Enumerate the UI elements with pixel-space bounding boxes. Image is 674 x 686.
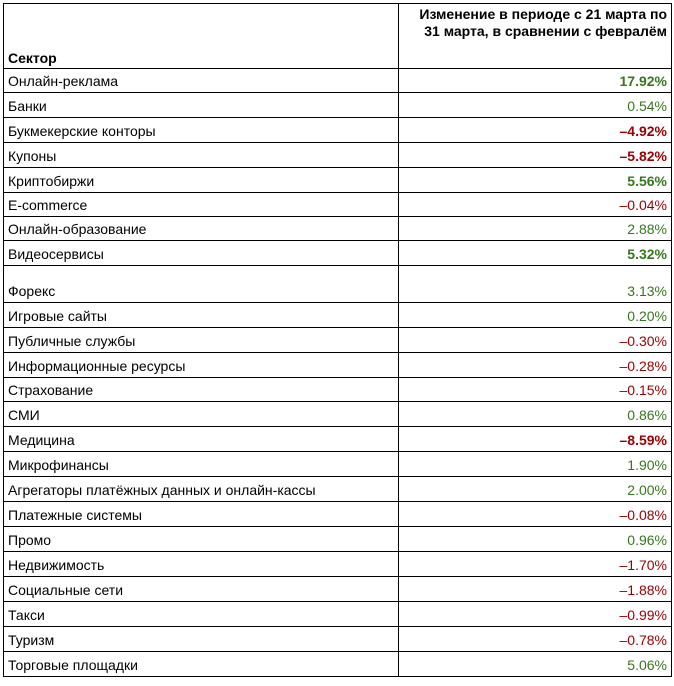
sector-cell: Онлайн-образование xyxy=(4,217,399,241)
change-value-cell: 0.54% xyxy=(399,93,672,118)
change-value-cell: –1.70% xyxy=(399,552,672,577)
table-row xyxy=(4,527,672,552)
change-value-cell: –0.30% xyxy=(399,328,672,353)
change-value-cell: 5.32% xyxy=(399,241,672,266)
table-row xyxy=(4,69,672,93)
sector-change-table xyxy=(3,3,672,677)
sector-cell: Страхование xyxy=(4,378,399,402)
change-value-cell: 2.88% xyxy=(399,217,672,241)
change-value-cell: 3.13% xyxy=(399,266,672,303)
table-row xyxy=(4,353,672,378)
sector-cell: Публичные службы xyxy=(4,328,399,353)
sector-cell: Промо xyxy=(4,527,399,552)
table-row xyxy=(4,477,672,502)
table-row xyxy=(4,427,672,452)
table-row xyxy=(4,652,672,677)
sector-cell: Социальные сети xyxy=(4,577,399,602)
sector-cell: Торговые площадки xyxy=(4,652,399,677)
sector-cell: Онлайн-реклама xyxy=(4,69,399,93)
sector-cell: Букмекерские конторы xyxy=(4,118,399,143)
sector-cell: Микрофинансы xyxy=(4,452,399,477)
change-value-cell: –4.92% xyxy=(399,118,672,143)
change-value-cell: –0.78% xyxy=(399,627,672,652)
change-value-cell: –0.08% xyxy=(399,502,672,527)
table-row xyxy=(4,452,672,477)
sector-cell: Банки xyxy=(4,93,399,118)
table-row xyxy=(4,193,672,217)
change-value-cell: 0.96% xyxy=(399,527,672,552)
change-value-cell: –5.82% xyxy=(399,143,672,168)
change-value-cell: 5.06% xyxy=(399,652,672,677)
change-value-cell: –0.04% xyxy=(399,193,672,217)
sector-cell: Форекс xyxy=(4,266,399,303)
sector-cell: Медицина xyxy=(4,427,399,452)
change-value-cell: –0.28% xyxy=(399,353,672,378)
table-row xyxy=(4,93,672,118)
change-value-cell: 0.86% xyxy=(399,402,672,427)
change-value-cell: –8.59% xyxy=(399,427,672,452)
change-value-cell: 17.92% xyxy=(399,69,672,93)
table-row xyxy=(4,577,672,602)
table-body xyxy=(4,69,672,677)
table-row xyxy=(4,328,672,353)
table-row xyxy=(4,168,672,193)
sector-cell: Криптобиржи xyxy=(4,168,399,193)
change-value-cell: –0.99% xyxy=(399,602,672,627)
sector-cell: Туризм xyxy=(4,627,399,652)
sector-cell: Видеосервисы xyxy=(4,241,399,266)
sector-cell: Купоны xyxy=(4,143,399,168)
header-row xyxy=(4,4,672,69)
header-sector: Сектор xyxy=(4,4,399,69)
sector-cell: СМИ xyxy=(4,402,399,427)
table-row xyxy=(4,143,672,168)
table-row xyxy=(4,266,672,303)
table-row xyxy=(4,402,672,427)
sector-cell: E-commerce xyxy=(4,193,399,217)
change-value-cell: 0.20% xyxy=(399,303,672,328)
table-row xyxy=(4,602,672,627)
table-row xyxy=(4,378,672,402)
sector-cell: Платежные системы xyxy=(4,502,399,527)
table-row xyxy=(4,627,672,652)
table-row xyxy=(4,118,672,143)
change-value-cell: 2.00% xyxy=(399,477,672,502)
table-row xyxy=(4,217,672,241)
header-change: Изменение в периоде с 21 марта по 31 марта, в сравнении с февралём xyxy=(399,4,672,69)
table-row xyxy=(4,303,672,328)
change-value-cell: 1.90% xyxy=(399,452,672,477)
sector-cell: Такси xyxy=(4,602,399,627)
table-row xyxy=(4,241,672,266)
change-value-cell: –1.88% xyxy=(399,577,672,602)
change-value-cell: 5.56% xyxy=(399,168,672,193)
sector-cell: Информационные ресурсы xyxy=(4,353,399,378)
table-row xyxy=(4,552,672,577)
change-value-cell: –0.15% xyxy=(399,378,672,402)
table-row xyxy=(4,502,672,527)
sector-cell: Агрегаторы платёжных данных и онлайн-кассы xyxy=(4,477,399,502)
sector-cell: Недвижимость xyxy=(4,552,399,577)
sector-cell: Игровые сайты xyxy=(4,303,399,328)
